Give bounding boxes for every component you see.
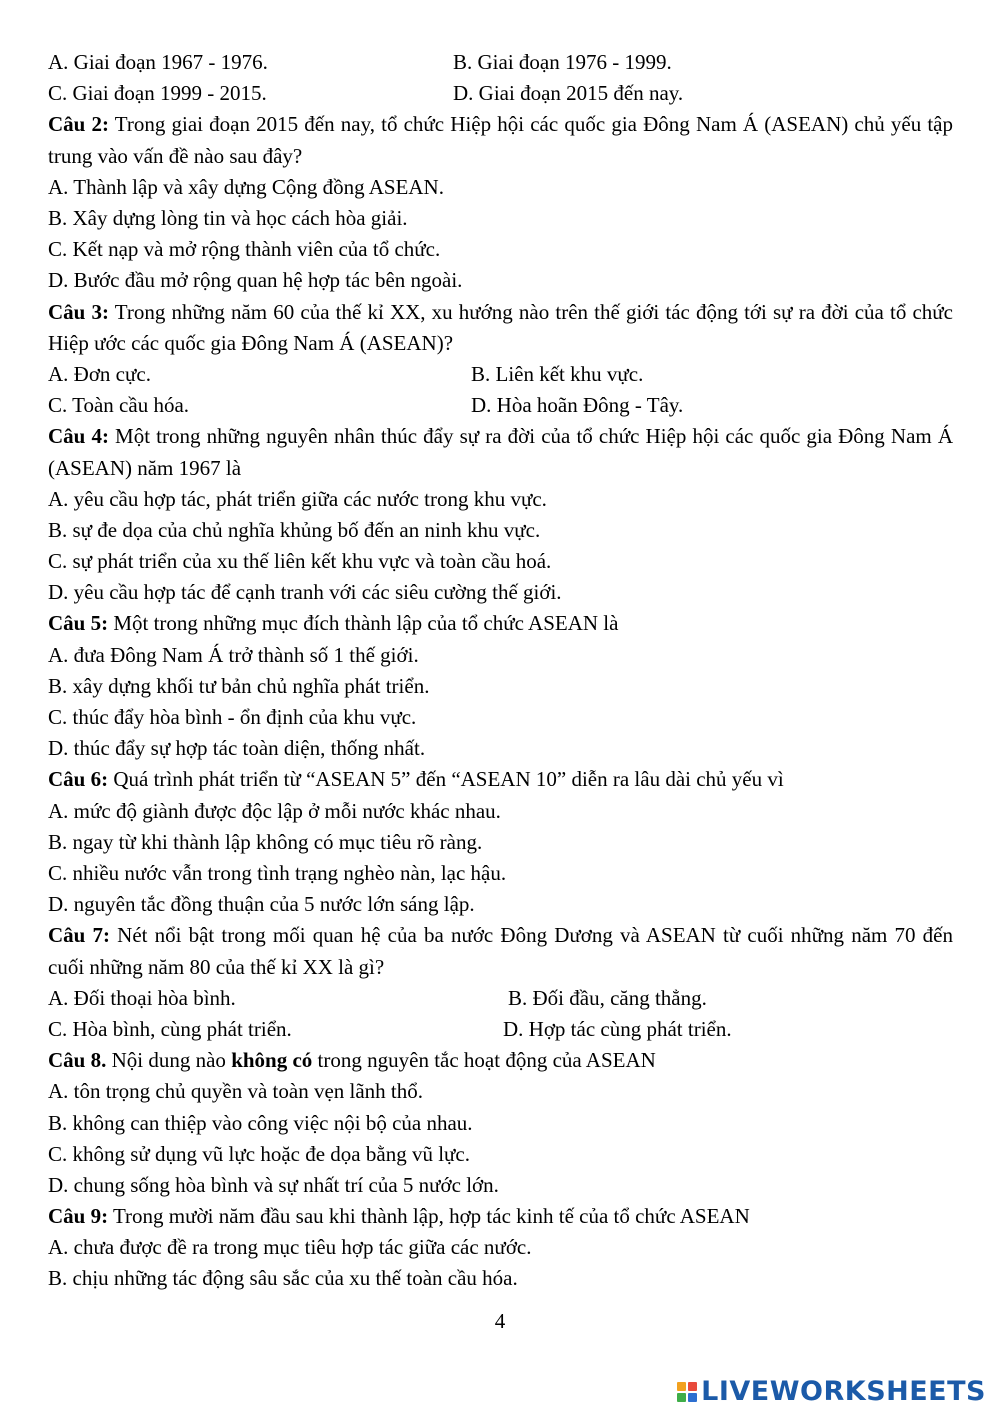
question-7-number: Câu 7: [48,923,110,948]
logo-square-2 [688,1382,697,1391]
q2-option-a: A. Thành lập và xây dựng Cộng đồng ASEAN. [48,174,444,199]
q6-option-c: C. nhiều nước vẫn trong tình trạng nghèo nàn, lạc hậu. [48,860,507,885]
question-2-number: Câu 2: [48,112,109,137]
logo-square-1 [677,1382,686,1391]
logo-square-4 [688,1393,697,1402]
liveworksheets-logo-icon [677,1382,697,1402]
question-8-text-emphasis: không có [231,1048,313,1073]
q5-option-d: D. thúc đẩy sự hợp tác toàn diện, thống nhất. [48,736,426,761]
question-list [48,47,953,1295]
q6-option-b: B. ngay từ khi thành lập không có mục tiêu rõ ràng. [48,829,483,854]
q1-options-row-1 [48,47,953,78]
q1-option-a: A. Giai đoạn 1967 - 1976. [48,50,268,74]
question-2-text: Trong giai đoạn 2015 đến nay, tổ chức Hiệp hội các quốc gia Đông Nam Á (ASEAN) chủ yếu tập trung vào vấn đề nào sau đây? [48,112,953,168]
liveworksheets-logo [677,1374,986,1410]
question-3-text: Trong những năm 60 của thế kỉ XX, xu hướng nào trên thế giới tác động tới sự ra đời của tổ chức Hiệp ước các quốc gia Đông Nam Á (ASEAN)? [48,299,953,355]
question-6-text: Quá trình phát triển từ “ASEAN 5” đến “ASEAN 10” diễn ra lâu dài chủ yếu vì [108,767,784,792]
q7-options-row-2 [48,1014,953,1045]
question-5 [48,608,953,639]
q7-option-b: B. Đối đầu, căng thẳng. [508,985,707,1010]
question-8-text-post: trong nguyên tắc hoạt động của ASEAN [312,1048,656,1073]
page-number: 4 [494,1309,506,1333]
question-6 [48,764,953,795]
question-7 [48,920,953,982]
q7-option-d: D. Hợp tác cùng phát triển. [503,1016,732,1041]
question-8-text-pre: Nội dung nào [106,1048,232,1073]
q3-option-b: B. Liên kết khu vực. [471,361,644,386]
question-3 [48,297,953,359]
question-8-number: Câu 8. [48,1048,107,1073]
q1-option-d: D. Giai đoạn 2015 đến nay. [453,81,684,106]
q4-option-a: A. yêu cầu hợp tác, phát triển giữa các nước trong khu vực. [48,486,547,511]
question-4-text: Một trong những nguyên nhân thúc đẩy sự ra đời của tổ chức Hiệp hội các quốc gia Đông Nam Á (ASEAN) năm 1967 là [48,424,954,480]
q2-option-b: B. Xây dựng lòng tin và học cách hòa giải. [48,205,408,230]
question-5-number: Câu 5: [48,611,109,636]
q8-option-a: A. tôn trọng chủ quyền và toàn vẹn lãnh thổ. [48,1079,424,1104]
q4-option-c: C. sự phát triển của xu thế liên kết khu vực và toàn cầu hoá. [48,549,552,574]
liveworksheets-wordmark: LIVEWORKSHEETS [701,1376,986,1408]
q3-option-c: C. Toàn cầu hóa. [48,393,190,418]
question-9 [48,1201,953,1232]
question-9-text: Trong mười năm đầu sau khi thành lập, hợp tác kinh tế của tổ chức ASEAN [108,1204,750,1229]
question-8 [48,1045,953,1076]
q2-option-d: D. Bước đầu mở rộng quan hệ hợp tác bên ngoài. [48,268,463,293]
question-7-text: Nét nổi bật trong mối quan hệ của ba nước Đông Dương và ASEAN từ cuối những năm 70 đến cuối những năm 80 của thế kỉ XX là gì? [48,923,953,979]
q3-option-a: A. Đơn cực. [48,361,151,386]
question-5-text: Một trong những mục đích thành lập của tổ chức ASEAN là [108,611,619,636]
question-6-number: Câu 6: [48,767,109,792]
question-4-number: Câu 4: [48,424,109,449]
q7-option-a: A. Đối thoại hòa bình. [48,985,236,1010]
q8-option-b: B. không can thiệp vào công việc nội bộ của nhau. [48,1110,473,1135]
q3-option-d: D. Hòa hoãn Đông - Tây. [471,393,684,418]
q4-option-d: D. yêu cầu hợp tác để cạnh tranh với các siêu cường thế giới. [48,580,562,605]
q1-option-c: C. Giai đoạn 1999 - 2015. [48,81,267,106]
q1-option-b: B. Giai đoạn 1976 - 1999. [453,50,672,74]
q2-option-c: C. Kết nạp và mở rộng thành viên của tổ chức. [48,237,441,262]
q7-options-row-1 [48,983,953,1014]
q3-options-row-2 [48,390,953,421]
q3-options-row-1 [48,359,953,390]
question-4 [48,421,953,483]
q8-option-d: D. chung sống hòa bình và sự nhất trí của 5 nước lớn. [48,1172,499,1197]
question-2 [48,109,953,171]
q9-option-a: A. chưa được đề ra trong mục tiêu hợp tác giữa các nước. [48,1235,532,1260]
logo-square-3 [677,1393,686,1402]
q5-option-b: B. xây dựng khối tư bản chủ nghĩa phát triển. [48,673,430,698]
q8-option-c: C. không sử dụng vũ lực hoặc đe dọa bằng vũ lực. [48,1141,470,1166]
question-9-number: Câu 9: [48,1204,109,1229]
question-3-number: Câu 3: [48,299,109,324]
q6-option-a: A. mức độ giành được độc lập ở mỗi nước khác nhau. [48,798,501,823]
q5-option-c: C. thúc đẩy hòa bình - ổn định của khu vực. [48,705,417,730]
q9-option-b: B. chịu những tác động sâu sắc của xu thế toàn cầu hóa. [48,1266,518,1291]
q4-option-b: B. sự đe dọa của chủ nghĩa khủng bố đến an ninh khu vực. [48,517,541,542]
q6-option-d: D. nguyên tắc đồng thuận của 5 nước lớn sáng lập. [48,892,475,917]
q7-option-c: C. Hòa bình, cùng phát triển. [48,1016,292,1041]
q1-options-row-2 [48,78,953,109]
q5-option-a: A. đưa Đông Nam Á trở thành số 1 thế giới. [48,642,419,667]
